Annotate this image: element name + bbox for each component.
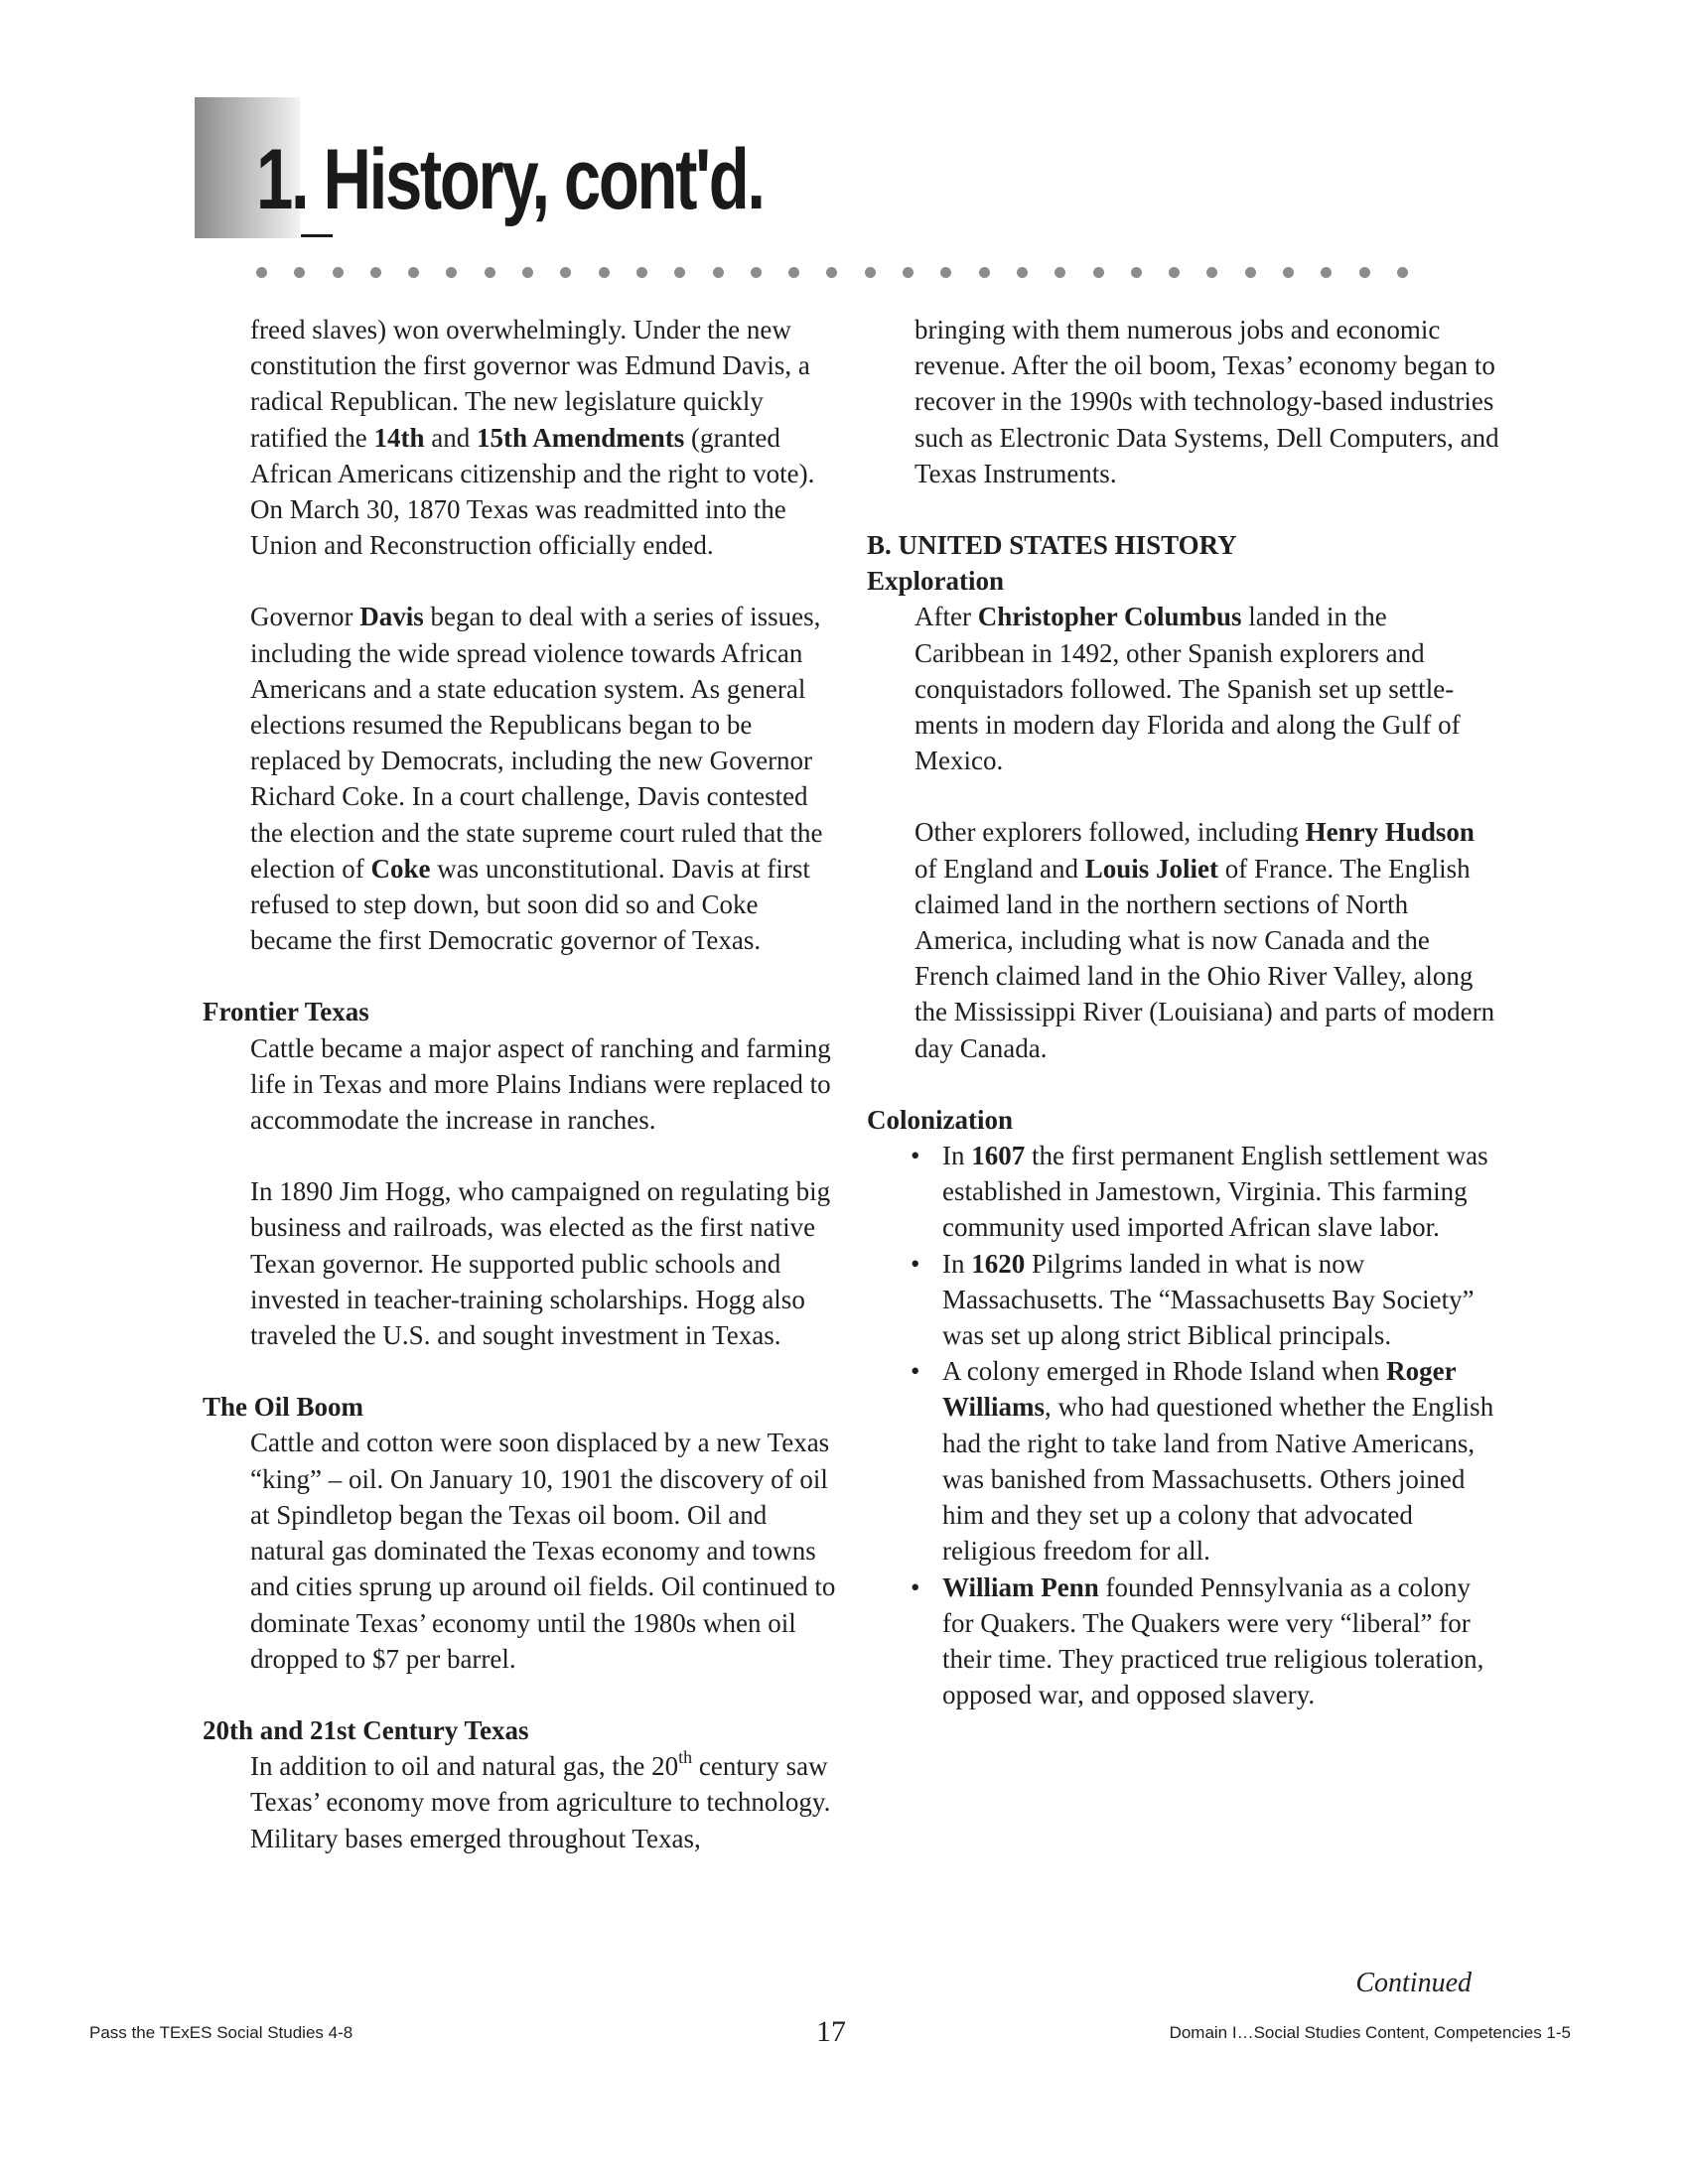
bold-term: William Penn (942, 1571, 1099, 1602)
paragraph-governor-davis (203, 599, 838, 958)
bold-term: Louis Joliet (1084, 853, 1218, 884)
bold-term: Christopher Columbus (977, 602, 1242, 632)
divider-dot (1131, 267, 1142, 278)
text-run: of France. The English claimed land in the northern sections of North America, including what is now Canada and the French claimed land in the Ohio River Valley, along the Mississippi River (Louisiana) and parts of modern day Canada. (914, 853, 1495, 1063)
divider-dot (1017, 267, 1028, 278)
paragraph-oil-recovery: bringing with them numerous jobs and economic revenue. After the oil boom, Texas’ economy began to recover in the 1990s with technology-based industries such as Electronic Data Systems, Dell Computers, and Texas Instruments. (914, 315, 1499, 488)
divider-dot (636, 267, 647, 278)
text-run: landed in the Caribbean in 1492, other Spanish explorers and conquistadors followed. The Spanish set up settlements in modern day Florida and along the Gulf of Mexico. (914, 602, 1461, 776)
dotted-divider (256, 266, 1408, 278)
heading-colonization: Colonization (867, 1104, 1014, 1135)
divider-dot (370, 267, 381, 278)
bold-term: Davis (359, 602, 424, 632)
footer-domain: Domain I…Social Studies Content, Competencies 1-5 (1169, 2023, 1571, 2042)
text-run: After (914, 602, 978, 632)
divider-dot (865, 267, 876, 278)
list-item (942, 1138, 1502, 1246)
heading-frontier-texas: Frontier Texas (203, 997, 369, 1027)
text-run: (granted African Americans citizenship and the right to vote). On March 30, 1870 Texas was readmitted into the Union and Reconstruction officially ended. (250, 422, 815, 561)
text-run: freed slaves) won overwhelmingly. Under the new constitution the first governor was Edmund Davis, a radical Republican. The new legislature quickly ratified the (250, 315, 810, 453)
text-run: A colony emerged in Rhode Island when (942, 1356, 1387, 1387)
divider-dot (1397, 267, 1408, 278)
heading-20th-21st-century: 20th and 21st Century Texas (203, 1714, 529, 1745)
divider-dot (979, 267, 990, 278)
heading-exploration: Exploration (867, 566, 1005, 597)
bold-term: Roger Williams (942, 1356, 1457, 1423)
text-run: In (942, 1141, 972, 1171)
paragraph-reconstruction (203, 312, 838, 563)
divider-dot (751, 267, 762, 278)
divider-dot (713, 267, 724, 278)
text-run: Pilgrims landed in what is now Massachusetts. The “Massachusetts Bay Society” was set up along strict Biblical principals. (942, 1248, 1475, 1351)
bold-term: Coke (370, 853, 431, 884)
divider-dot (485, 267, 495, 278)
divider-dot (1055, 267, 1065, 278)
paragraph-20th-century: In addition to oil and natural gas, the 20th century saw Texas’ economy move from agriculture to technology. Military bases emerged throughout Texas, (250, 1747, 831, 1853)
paragraph-jim-hogg: In 1890 Jim Hogg, who campaigned on regulating big business and railroads, was elected as the first native Texan governor. He supported public schools and invested in teacher-training scholarships. Hogg also traveled the U.S. and sought investment in Texas. (250, 1176, 831, 1351)
right-column (867, 312, 1502, 1712)
divider-dot (446, 267, 457, 278)
divider-dot (1321, 267, 1332, 278)
list-item (942, 1246, 1502, 1354)
text-run: of England and (914, 853, 1085, 884)
paragraph-other-explorers (867, 814, 1502, 1065)
title-underline (301, 234, 333, 237)
divider-dot (1359, 267, 1370, 278)
list-item (942, 1570, 1502, 1713)
paragraph-cattle: Cattle became a major aspect of ranching and farming life in Texas and more Plains Indians were replaced to accommodate the increase in ranches. (250, 1032, 831, 1136)
divider-dot (294, 267, 305, 278)
list-item (942, 1353, 1502, 1569)
page-title: 1. History, cont'd. (256, 132, 764, 227)
divider-dot (788, 267, 799, 278)
footer-book-title: Pass the TExES Social Studies 4-8 (89, 2023, 353, 2042)
bold-term: 1607 (971, 1141, 1026, 1171)
paragraph-columbus (867, 599, 1502, 778)
text-run: Governor (250, 602, 360, 632)
divider-dot (560, 267, 571, 278)
divider-dot (522, 267, 533, 278)
text-run: , who had questioned whether the English had the right to take land from Native Americans, was banished from Massachusetts. Others joined him and they set up a colony that advocated religious freedom for all. (942, 1392, 1494, 1567)
text-run: began to deal with a series of issues, including the wide spread violence towards African Americans and a state education system. As general elections resumed the Republicans began to be replaced by Democrats, including the new Governor Richard Coke. In a court challenge, Davis contested the election and the state supreme court ruled that the election of (250, 602, 823, 884)
bold-term: 14th (373, 422, 425, 453)
text-run: was unconstitutional. Davis at first refused to step down, but soon did so and Coke became the first Democratic governor of Texas. (250, 853, 810, 956)
bold-term: 1620 (971, 1248, 1026, 1279)
divider-dot (599, 267, 610, 278)
text-run: In (942, 1248, 972, 1279)
divider-dot (1283, 267, 1294, 278)
bold-term: 15th Amendments (476, 422, 685, 453)
divider-dot (1245, 267, 1256, 278)
text-run: and (424, 422, 477, 453)
continued-label: Continued (1355, 1968, 1472, 1998)
paragraph-oil-boom: Cattle and cotton were soon displaced by a new Texas “king” – oil. On January 10, 1901 the discovery of oil at Spindletop began the Texas oil boom. Oil and natural gas dominated the Texas economy and towns and cities sprung up around oil fields. Oil continued to dominate Texas’ economy until the 1980s when oil dropped to $7 per barrel. (250, 1428, 836, 1674)
divider-dot (333, 267, 344, 278)
text-run: Other explorers followed, including (914, 817, 1306, 848)
text-run: founded Pennsylvania as a colony for Quakers. The Quakers were very “liberal” for their time. They practiced true religious toleration, opposed war, and opposed slavery. (942, 1571, 1484, 1710)
heading-oil-boom: The Oil Boom (203, 1392, 364, 1423)
divider-dot (826, 267, 837, 278)
bold-term: Henry Hudson (1305, 817, 1475, 848)
heading-us-history: B. UNITED STATES HISTORY (867, 530, 1237, 561)
divider-dot (903, 267, 914, 278)
divider-dot (1169, 267, 1180, 278)
left-column (203, 312, 838, 1856)
divider-dot (674, 267, 685, 278)
divider-dot (940, 267, 951, 278)
divider-dot (1206, 267, 1217, 278)
colonization-list (867, 1138, 1502, 1712)
text-run: the first permanent English settlement was established in Jamestown, Virginia. This farming community used imported African slave labor. (942, 1141, 1488, 1243)
divider-dot (256, 267, 267, 278)
divider-dot (1093, 267, 1104, 278)
page-number: 17 (816, 2015, 846, 2048)
divider-dot (408, 267, 419, 278)
